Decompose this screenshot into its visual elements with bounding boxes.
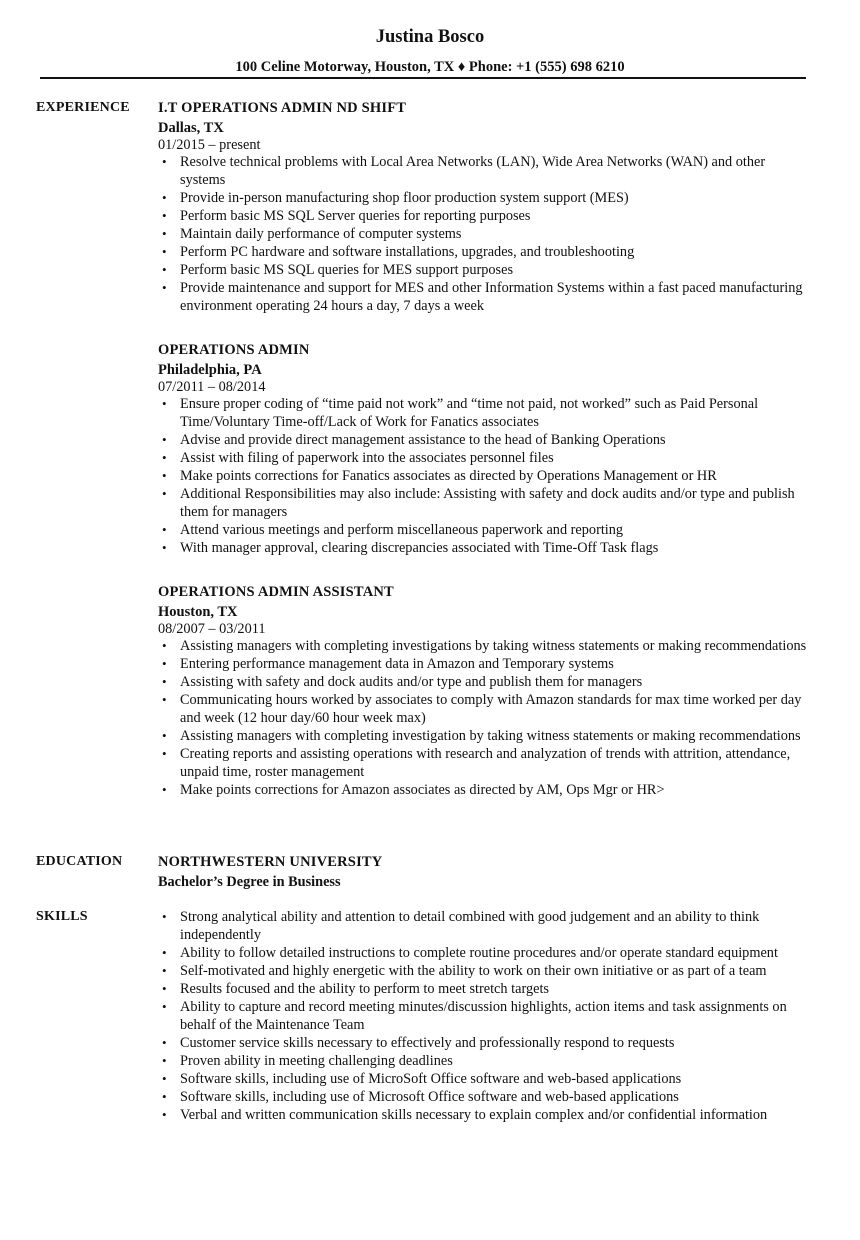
job-location: Philadelphia, PA: [158, 362, 262, 378]
section-label-experience: EXPERIENCE: [36, 100, 130, 115]
skill-item: • Self-motivated and highly energetic with the ability to work on their own initiative or as part of a team: [158, 962, 813, 980]
bullet-item: • Assist with filing of paperwork into the associates personnel files: [158, 449, 813, 467]
bullet-item: • Entering performance management data in Amazon and Temporary systems: [158, 655, 813, 673]
experience-list: [158, 99, 813, 825]
bullet-item: • Communicating hours worked by associates to comply with Amazon standards for max time worked per day and week (12 hour day/60 hour week max): [158, 691, 813, 727]
skill-item: • Ability to follow detailed instructions to complete routine procedures and/or operate standard equipment: [158, 944, 813, 962]
job-entry: [158, 583, 813, 799]
bullet-item: • Ensure proper coding of “time paid not work” and “time not paid, not worked” such as Paid Personal Time/Voluntary Time-off/Lack of Work for Fanatics associates: [158, 395, 813, 431]
skill-item: • Proven ability in meeting challenging deadlines: [158, 1052, 813, 1070]
job-title: I.T OPERATIONS ADMIN ND SHIFT: [158, 100, 407, 116]
contact-line: 100 Celine Motorway, Houston, TX ♦ Phone: +1 (555) 698 6210: [235, 59, 625, 75]
degree-name: Bachelor’s Degree in Business: [158, 874, 341, 890]
bullet-item: • Make points corrections for Amazon associates as directed by AM, Ops Mgr or HR>: [158, 781, 813, 799]
job-title: OPERATIONS ADMIN ASSISTANT: [158, 584, 394, 600]
bullet-item: • Assisting managers with completing investigation by taking witness statements or making recommendations: [158, 727, 813, 745]
job-dates: 01/2015 – present: [158, 137, 261, 153]
job-entry: [158, 341, 813, 557]
skills-list-wrap: [158, 908, 813, 1124]
bullet-item: • Perform PC hardware and software installations, upgrades, and troubleshooting: [158, 243, 813, 261]
bullet-item: • Provide maintenance and support for MES and other Information Systems within a fast paced manufacturing environment operating 24 hours a day, 7 days a week: [158, 279, 813, 315]
skill-item: • Strong analytical ability and attention to detail combined with good judgement and an ability to think independently: [158, 908, 813, 944]
job-title: OPERATIONS ADMIN: [158, 342, 310, 358]
education-entry: [158, 853, 813, 891]
section-label-education: EDUCATION: [36, 854, 123, 869]
skill-item: • Software skills, including use of Microsoft Office software and web-based applications: [158, 1088, 813, 1106]
skills-list: [158, 908, 813, 1124]
skill-item: • Software skills, including use of MicroSoft Office software and web-based applications: [158, 1070, 813, 1088]
job-bullets: [158, 153, 813, 315]
bullet-item: • With manager approval, clearing discrepancies associated with Time-Off Task flags: [158, 539, 813, 557]
job-bullets: [158, 637, 813, 799]
bullet-item: • Perform basic MS SQL Server queries for reporting purposes: [158, 207, 813, 225]
bullet-item: • Advise and provide direct management assistance to the head of Banking Operations: [158, 431, 813, 449]
bullet-item: • Assisting with safety and dock audits and/or type and publish them for managers: [158, 673, 813, 691]
job-location: Dallas, TX: [158, 120, 224, 136]
candidate-name: Justina Bosco: [375, 27, 485, 47]
school-name: NORTHWESTERN UNIVERSITY: [158, 854, 383, 870]
bullet-item: • Make points corrections for Fanatics associates as directed by Operations Management or HR: [158, 467, 813, 485]
bullet-item: • Additional Responsibilities may also include: Assisting with safety and dock audits and/or type and publish them for managers: [158, 485, 813, 521]
job-dates: 07/2011 – 08/2014: [158, 379, 266, 395]
bullet-item: • Creating reports and assisting operations with research and analyzation of trends with attrition, attendance, unpaid time, roster management: [158, 745, 813, 781]
skill-item: • Ability to capture and record meeting minutes/discussion highlights, action items and task assignments on behalf of the Maintenance Team: [158, 998, 813, 1034]
job-bullets: [158, 395, 813, 557]
job-entry: [158, 99, 813, 315]
skill-item: • Results focused and the ability to perform to meet stretch targets: [158, 980, 813, 998]
job-dates: 08/2007 – 03/2011: [158, 621, 266, 637]
resume-header: [0, 25, 860, 76]
skill-item: • Verbal and written communication skills necessary to explain complex and/or confidential information: [158, 1106, 813, 1124]
bullet-item: • Perform basic MS SQL queries for MES support purposes: [158, 261, 813, 279]
bullet-item: • Attend various meetings and perform miscellaneous paperwork and reporting: [158, 521, 813, 539]
job-location: Houston, TX: [158, 604, 238, 620]
bullet-item: • Maintain daily performance of computer systems: [158, 225, 813, 243]
section-label-skills: SKILLS: [36, 909, 88, 924]
header-divider: [40, 77, 806, 79]
bullet-item: • Resolve technical problems with Local Area Networks (LAN), Wide Area Networks (WAN) and other systems: [158, 153, 813, 189]
bullet-item: • Provide in-person manufacturing shop floor production system support (MES): [158, 189, 813, 207]
bullet-item: • Assisting managers with completing investigations by taking witness statements or making recommendations: [158, 637, 813, 655]
skill-item: • Customer service skills necessary to effectively and professionally respond to requests: [158, 1034, 813, 1052]
